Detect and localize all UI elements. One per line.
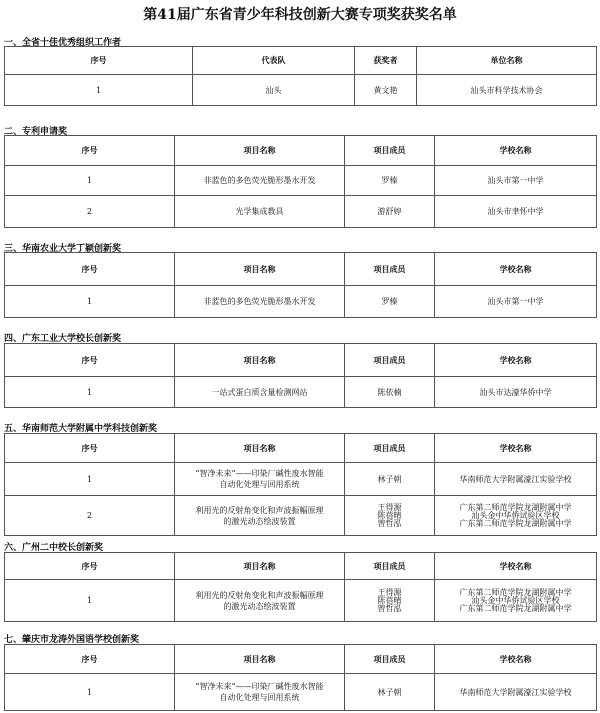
project-members: [345, 463, 435, 496]
column-header: 学校名称: [435, 434, 597, 463]
school-line: 华南师范大学附属濠江实验学校: [459, 687, 572, 697]
school-line: 广东第二师范学院龙湖附属中学: [459, 603, 572, 613]
column-header: 代表队: [193, 47, 355, 75]
project-name: 光学集成教具: [175, 196, 345, 228]
award-table: [4, 433, 597, 536]
project-name: 利用光的反射角变化和声波振幅原理的激光动态绘波装置: [175, 496, 345, 536]
column-header: 项目名称: [175, 253, 345, 286]
school-line: 汕头金中华侨试验区学校: [471, 510, 560, 520]
school-name: [435, 496, 597, 536]
project-members: [345, 496, 435, 536]
section-heading: 三、华南农业大学丁颖创新奖: [4, 244, 122, 254]
member-name: 罗榛: [381, 176, 398, 185]
award-table: [4, 343, 597, 408]
school-line: 广东第二师范学院龙湖附属中学: [459, 502, 572, 512]
column-header: 项目名称: [175, 553, 345, 580]
school-name: [435, 196, 597, 228]
member-name: 王得源: [377, 587, 402, 597]
column-header: 项目名称: [175, 645, 345, 674]
column-header: 学校名称: [435, 645, 597, 674]
section-heading: 四、广东工业大学校长创新奖: [4, 334, 122, 344]
member-name: 罗榛: [381, 297, 398, 306]
school-line: 华南师范大学附属濠江实验学校: [459, 474, 572, 484]
project-name: “智净未来”——印染厂碱性废水智能自动化处理与回用系统: [175, 674, 345, 711]
table-header-row: [5, 434, 597, 463]
column-header: 序号: [5, 434, 175, 463]
row-number: 2: [5, 496, 175, 536]
school-line: 汕头市第一中学: [487, 176, 544, 185]
table-row: [5, 166, 597, 196]
school-line: 汕头市科学技术协会: [470, 85, 543, 95]
member-name: 黄文艳: [373, 85, 398, 95]
column-header: 学校名称: [435, 553, 597, 580]
column-header: 序号: [5, 344, 175, 377]
table-header-row: [5, 253, 597, 286]
member-name: 曾哲泓: [377, 518, 402, 528]
section-heading: 六、广州二中校长创新奖: [4, 543, 104, 553]
table-header-row: [5, 344, 597, 377]
school-line: 汕头市达濠华侨中学: [479, 387, 552, 397]
row-number: 1: [5, 463, 175, 496]
column-header: 学校名称: [435, 344, 597, 377]
section-heading: 二、专利申请奖: [4, 127, 68, 137]
school-name: [435, 286, 597, 318]
project-name: “智净未来”——印染厂碱性废水智能自动化处理与回用系统: [175, 463, 345, 496]
row-number: 1: [5, 377, 175, 408]
project-members: [345, 377, 435, 408]
column-header: 序号: [5, 553, 175, 580]
row-number: 1: [5, 286, 175, 318]
column-header: 学校名称: [435, 253, 597, 286]
member-name: 陈蓓晴: [377, 510, 402, 520]
award-table: [4, 135, 597, 228]
column-header: 项目成员: [345, 434, 435, 463]
project-members: [345, 286, 435, 318]
table-row: [5, 463, 597, 496]
column-header: 序号: [5, 645, 175, 674]
column-header: 项目成员: [345, 136, 435, 166]
school-line: 汕头市第一中学: [487, 297, 544, 306]
school-name: [435, 463, 597, 496]
award-table: [4, 644, 597, 711]
member-name: 林子朝: [377, 474, 402, 484]
school-name: [435, 674, 597, 711]
table-row: [5, 75, 597, 106]
project-members: [345, 674, 435, 711]
project-members: [345, 166, 435, 196]
table-row: [5, 286, 597, 318]
school-name: [435, 377, 597, 408]
table-row: [5, 674, 597, 711]
school-line: 广东第二师范学院龙湖附属中学: [459, 587, 572, 597]
member-name: 游舒婷: [377, 207, 402, 216]
school-line: 汕头市聿怀中学: [487, 207, 544, 216]
column-header: 序号: [5, 136, 175, 166]
table-header-row: [5, 47, 597, 75]
row-number: 1: [5, 75, 193, 106]
table-header-row: [5, 553, 597, 580]
column-header: 项目成员: [345, 253, 435, 286]
table-header-row: [5, 136, 597, 166]
member-name: 林子朝: [377, 687, 402, 697]
member-name: 陈依楠: [377, 387, 402, 397]
school-name: [435, 580, 597, 622]
project-members: [345, 580, 435, 622]
row-number: 1: [5, 166, 175, 196]
member-name: 曾哲泓: [377, 603, 402, 613]
section-heading: 七、肇庆市龙涛外国语学校创新奖: [4, 635, 140, 645]
column-header: 项目成员: [345, 553, 435, 580]
award-table: [4, 552, 597, 622]
page-title: 第41届广东省青少年科技创新大赛专项奖获奖名单: [143, 7, 457, 23]
column-header: 项目名称: [175, 434, 345, 463]
table-row: [5, 377, 597, 408]
school-name: [417, 75, 597, 106]
row-number: 2: [5, 196, 175, 228]
column-header: 获奖者: [355, 47, 417, 75]
table-row: [5, 496, 597, 536]
member-name: 陈蓓晴: [377, 595, 402, 605]
column-header: 序号: [5, 47, 193, 75]
section-heading: 一、全省十佳优秀组织工作者: [4, 38, 122, 48]
column-header: 学校名称: [435, 136, 597, 166]
member-name: 王得源: [377, 502, 402, 512]
award-table: [4, 46, 597, 106]
column-header: 单位名称: [417, 47, 597, 75]
table-header-row: [5, 645, 597, 674]
column-header: 项目名称: [175, 136, 345, 166]
project-name: 利用光的反射角变化和声波振幅原理的激光动态绘波装置: [175, 580, 345, 622]
project-members: [345, 196, 435, 228]
table-row: [5, 196, 597, 228]
project-name: 非蓝色的多色荧光脆形墨水开发: [175, 166, 345, 196]
row-number: 1: [5, 580, 175, 622]
column-header: 项目名称: [175, 344, 345, 377]
table-row: [5, 580, 597, 622]
school-line: 汕头金中华侨试验区学校: [471, 595, 560, 605]
project-members: [355, 75, 417, 106]
column-header: 项目成员: [345, 344, 435, 377]
column-header: 序号: [5, 253, 175, 286]
school-name: [435, 166, 597, 196]
row-number: 1: [5, 674, 175, 711]
project-name: 一站式蛋白质含量检测网站: [175, 377, 345, 408]
column-header: 项目成员: [345, 645, 435, 674]
project-name: 非蓝色的多色荧光脆形墨水开发: [175, 286, 345, 318]
project-name: 汕头: [193, 75, 355, 106]
award-table: [4, 252, 597, 318]
school-line: 广东第二师范学院龙湖附属中学: [459, 518, 572, 528]
section-heading: 五、华南师范大学附属中学科技创新奖: [4, 424, 158, 434]
